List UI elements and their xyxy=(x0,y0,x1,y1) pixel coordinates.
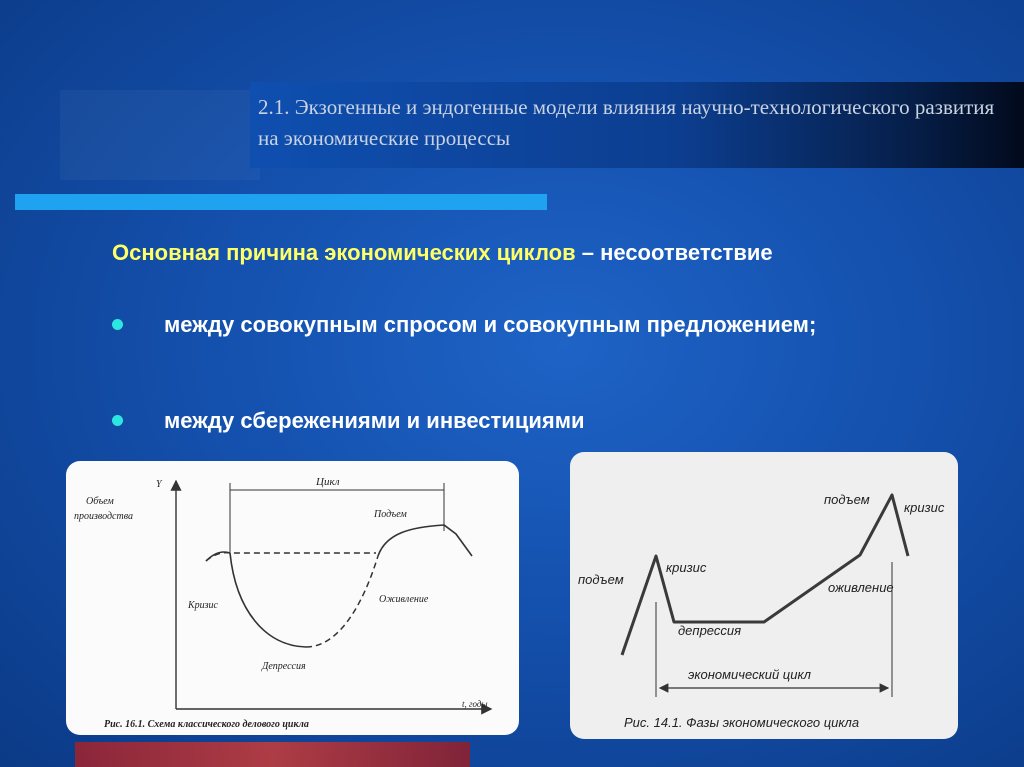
figure-right-panel xyxy=(570,452,958,739)
decorative-block xyxy=(60,90,260,180)
economic-cycle-phases-diagram xyxy=(570,452,958,739)
label-ozhivlenie: Оживление xyxy=(379,594,429,605)
headline-rest: – несоответствие xyxy=(575,240,773,265)
curve-decline xyxy=(230,553,306,647)
label-podem-left: подъем xyxy=(578,572,624,587)
label-podem: Подъем xyxy=(374,509,407,520)
slide-title: 2.1. Экзогенные и эндогенные модели влияния научно-технологического развития на экономические процессы xyxy=(258,95,995,150)
figure-left-panel xyxy=(66,461,519,735)
y-axis-letter: Y xyxy=(156,479,162,490)
cycle-label: Цикл xyxy=(316,476,340,488)
curve-expansion xyxy=(378,525,472,556)
label-podem-right: подъем xyxy=(824,492,870,507)
accent-bar xyxy=(15,194,547,210)
label-krizis: Кризис xyxy=(188,600,218,611)
bottom-decoration xyxy=(75,742,470,767)
bullet-dot-icon xyxy=(112,415,123,426)
curve-recovery xyxy=(306,556,378,647)
label-depressiya: депрессия xyxy=(678,623,742,638)
label-krizis-right: кризис xyxy=(904,500,945,515)
bullet-text-2: между сбережениями и инвестициями xyxy=(164,408,585,433)
headline-highlight: Основная причина экономических циклов xyxy=(112,240,576,265)
bullet-text-1: между совокупным спросом и совокупным предложением; xyxy=(164,312,817,337)
y-axis-label-line1: Объем xyxy=(86,496,114,507)
label-cycle: экономический цикл xyxy=(688,667,811,682)
cycle-curve xyxy=(622,495,908,655)
business-cycle-diagram xyxy=(66,461,519,735)
label-krizis-left: кризис xyxy=(666,560,707,575)
figure-left-caption: Рис. 16.1. Схема классического делового цикла xyxy=(104,719,309,730)
label-ozhivlenie: оживление xyxy=(828,580,894,595)
figure-right-caption: Рис. 14.1. Фазы экономического цикла xyxy=(624,715,860,730)
bullet-dot-icon xyxy=(112,319,123,330)
y-axis-label-line2: производства xyxy=(74,511,133,522)
label-depressiya: Депрессия xyxy=(262,661,306,672)
headline xyxy=(112,240,1012,266)
x-axis-label: t, годы xyxy=(462,699,488,709)
